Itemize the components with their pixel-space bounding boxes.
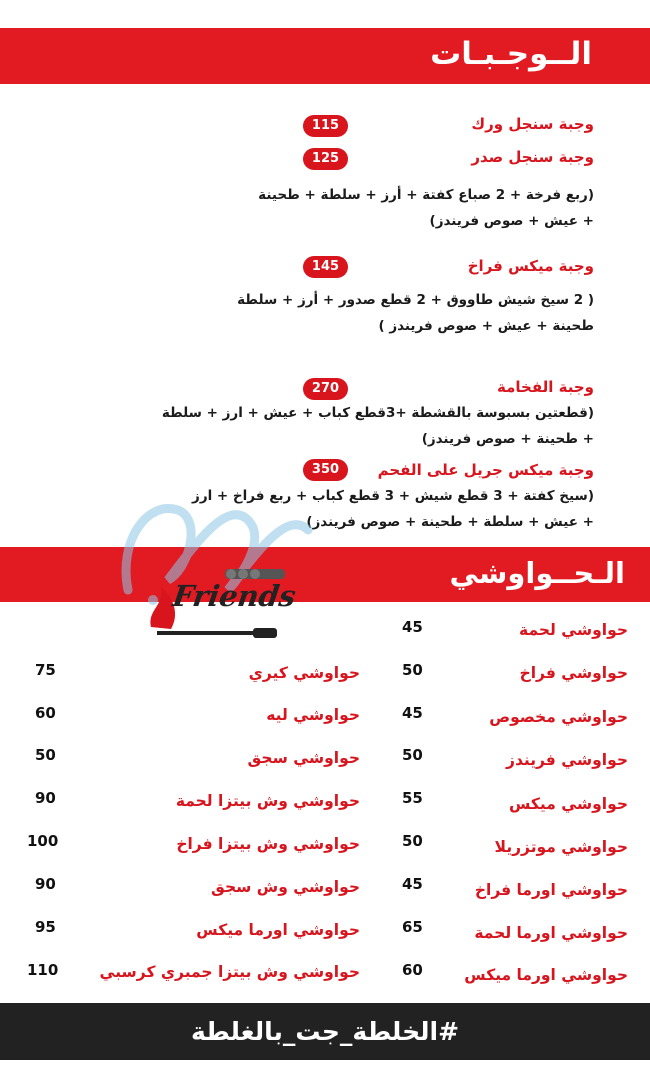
- hawawshi-item-name: حواوشي اورما فراخ: [474, 881, 628, 899]
- meal-description-line: (سيخ كفتة + 3 قطع شيش + 3 قطع كباب + ربع فراخ + ارز: [192, 488, 594, 504]
- hawawshi-item-name: حواوشي وش بيتزا لحمة: [175, 792, 360, 810]
- meal-name: وجبة الفخامة: [497, 378, 594, 396]
- hawawshi-item-price: 45: [402, 704, 423, 722]
- meal-price-badge: 350: [303, 459, 348, 481]
- hawawshi-item-name: حواوشي اورما لحمة: [474, 924, 628, 942]
- hawawshi-item-price: 90: [35, 789, 56, 807]
- hawawshi-item-name: حواوشي فريندز: [506, 751, 628, 769]
- footer-hashtag: #الخلطة_جت_بالغلطة: [190, 1017, 460, 1046]
- meal-description-line: ( 2 سيخ شيش طاووق + 2 قطع صدور + أرز + سلطة: [237, 292, 594, 308]
- meal-description: [258, 182, 594, 234]
- hawawshi-item-price: 50: [35, 746, 56, 764]
- hawawshi-item-price: 60: [402, 961, 423, 979]
- meal-description: [162, 400, 594, 452]
- hawawshi-item-price: 45: [402, 618, 423, 636]
- hawawshi-item-name: حواوشي ميكس: [508, 795, 628, 813]
- hawawshi-title: الـحــواوشي: [449, 556, 625, 590]
- friends-logo: [145, 565, 315, 645]
- meals-banner: [0, 28, 650, 84]
- meal-name: وجبة ميكس جريل على الفحم: [377, 461, 594, 479]
- hawawshi-item-name: حواوشي فراخ: [519, 664, 628, 682]
- meal-price-badge: 145: [303, 256, 348, 278]
- meal-description-line: (قطعتين بسبوسة بالقشطة +3قطع كباب + عيش + ارز + سلطة: [161, 405, 594, 421]
- hawawshi-item-name: حواوشي موتزريلا: [494, 838, 628, 856]
- hawawshi-item-price: 50: [402, 661, 423, 679]
- meal-price-badge: 115: [303, 115, 348, 137]
- hawawshi-item-price: 45: [402, 875, 423, 893]
- meal-price-badge: 270: [303, 378, 348, 400]
- brand-name: Friends: [170, 579, 298, 613]
- hawawshi-item-name: حواوشي اورما ميكس: [196, 921, 360, 939]
- meal-description-line: + عيش + صوص فريندز): [429, 213, 594, 229]
- meal-name: وجبة سنجل ورك: [471, 115, 594, 133]
- meal-name: وجبة ميكس فراخ: [467, 257, 594, 275]
- meal-description: [237, 287, 594, 339]
- hawawshi-item-name: حواوشي لحمة: [519, 621, 628, 639]
- hawawshi-item-price: 55: [402, 789, 423, 807]
- hawawshi-item-price: 60: [35, 704, 56, 722]
- meals-title: الــوجـبـات: [430, 36, 592, 72]
- meal-name: وجبة سنجل صدر: [471, 148, 594, 166]
- hawawshi-item-price: 50: [402, 746, 423, 764]
- hawawshi-item-price: 65: [402, 918, 423, 936]
- meal-description-line: + عيش + سلطة + طحينة + صوص فريندز): [306, 514, 594, 530]
- hawawshi-item-name: حواوشي مخصوص: [489, 708, 628, 726]
- meal-description-line: طحينة + عيش + صوص فريندز ): [378, 318, 594, 334]
- hawawshi-item-price: 110: [27, 961, 59, 979]
- footer-hashtag-bar: [0, 1003, 650, 1060]
- meal-price-badge: 125: [303, 148, 348, 170]
- hawawshi-item-name: حواوشي وش بيتزا جمبري كرسبي: [99, 963, 360, 981]
- meal-description-line: + طحينة + صوص فريندز): [421, 431, 594, 447]
- hawawshi-item-name: حواوشي اورما ميكس: [464, 966, 628, 984]
- hawawshi-item-name: حواوشي وش سجق: [211, 878, 360, 896]
- hawawshi-item-price: 50: [402, 832, 423, 850]
- hawawshi-item-price: 95: [35, 918, 56, 936]
- hawawshi-item-name: حواوشي كيري: [248, 664, 360, 682]
- hawawshi-item-price: 100: [27, 832, 59, 850]
- hawawshi-item-price: 75: [35, 661, 56, 679]
- hawawshi-item-name: حواوشي سجق: [247, 749, 360, 767]
- hawawshi-item-name: حواوشي وش بيتزا فراخ: [176, 835, 360, 853]
- meal-description-line: (ربع فرخة + 2 صباع كفتة + أرز + سلطة + طحينة: [258, 187, 594, 203]
- hawawshi-item-price: 90: [35, 875, 56, 893]
- hawawshi-item-name: حواوشي ليه: [266, 706, 360, 724]
